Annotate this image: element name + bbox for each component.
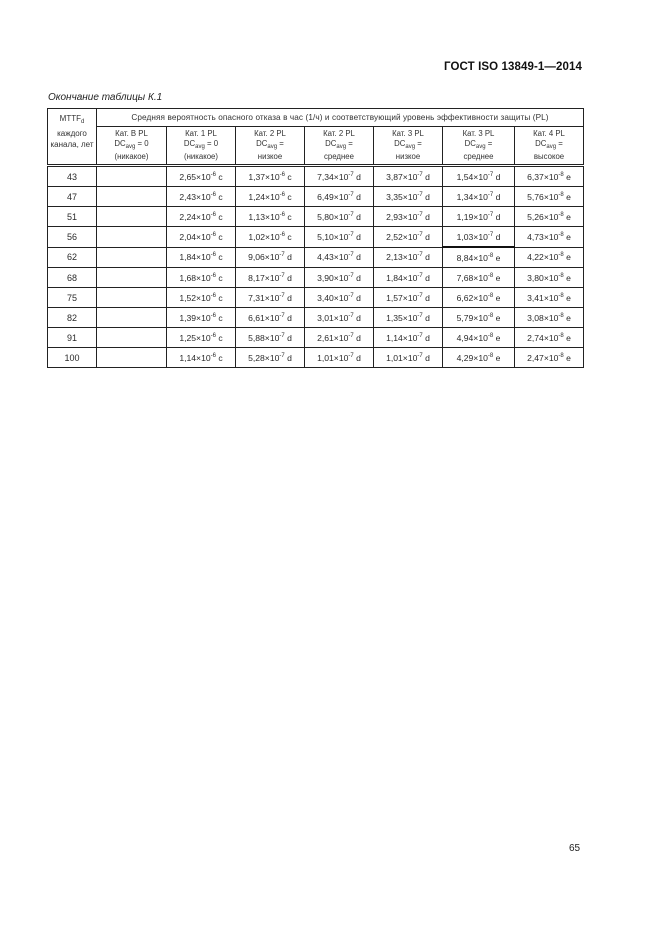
pfh-cell: $1,24\times 10^{-6}$ c [236,187,305,207]
mttf-label: $MTTF_d$ [59,114,85,125]
category-label: Кат. 3 PL [462,129,495,138]
mttf-value: 68 [48,268,97,288]
pfh-cell: $1,84\times 10^{-6}$ c [167,247,236,268]
category-header [443,127,515,166]
pfh-cell: $1,37\times 10^{-6}$ c [236,166,305,187]
pfh-cell: $3,41\times 10^{-8}$ e [515,288,584,308]
pfh-cell: $6,49\times 10^{-7}$ d [305,187,374,207]
pfh-cell: $4,94\times 10^{-8}$ e [443,328,515,348]
table-container [47,108,583,368]
category-header [515,127,584,166]
pfh-cell: $1,01\times 10^{-7}$ d [305,348,374,368]
pfh-cell: $2,47\times 10^{-8}$ e [515,348,584,368]
mttf-value: 75 [48,288,97,308]
dc-label: $DC_{avg} = 0$ [183,139,219,150]
table-row [48,227,584,248]
mttf-column-header [48,109,97,166]
pfh-cell: $1,54\times 10^{-7}$ d [443,166,515,187]
pfh-cell: $4,29\times 10^{-8}$ e [443,348,515,368]
pfh-cell: $4,43\times 10^{-7}$ d [305,247,374,268]
pfh-cell: $2,61\times 10^{-7}$ d [305,328,374,348]
table-row [48,348,584,368]
pfh-cell [97,207,167,227]
header-row-group [48,109,584,127]
probability-table [47,108,584,368]
table-row [48,328,584,348]
category-header [236,127,305,166]
pfh-cell: $2,52\times 10^{-7}$ d [374,227,443,248]
pfh-cell: $1,25\times 10^{-6}$ c [167,328,236,348]
pfh-cell: $1,19\times 10^{-7}$ d [443,207,515,227]
table-row [48,247,584,268]
category-label: Кат. 3 PL [392,129,424,138]
table-row [48,207,584,227]
pfh-cell: $9,06\times 10^{-7}$ d [236,247,305,268]
pfh-cell [97,308,167,328]
table-row [48,288,584,308]
mttf-value: 56 [48,227,97,248]
dc-label: $DC_{avg} = 0$ [114,139,149,150]
pfh-cell: $7,31\times 10^{-7}$ d [236,288,305,308]
dc-label: $DC_{avg}$ = [325,139,353,150]
pfh-cell: $3,90\times 10^{-7}$ d [305,268,374,288]
pfh-cell: $1,14\times 10^{-6}$ c [167,348,236,368]
pfh-cell: $5,80\times 10^{-7}$ d [305,207,374,227]
pfh-cell [97,268,167,288]
group-header: Средняя вероятность опасного отказа в час (1/ч) и соответствующий уровень эффективности защиты (PL) [97,109,584,127]
pfh-cell: $6,62\times 10^{-8}$ e [443,288,515,308]
table-caption: Окончание таблицы К.1 [48,92,163,103]
pfh-cell: $3,08\times 10^{-8}$ e [515,308,584,328]
mttf-value: 51 [48,207,97,227]
category-label: Кат. 1 PL [185,129,217,138]
pfh-cell: $1,52\times 10^{-6}$ c [167,288,236,308]
dc-label: $DC_{avg}$ = [394,139,422,150]
pfh-cell: $7,34\times 10^{-7}$ d [305,166,374,187]
dc-label: $DC_{avg}$ = [464,139,493,150]
mttf-label-rest: каждого канала, лет [50,129,94,149]
pfh-cell: $1,35\times 10^{-7}$ d [374,308,443,328]
mttf-value: 91 [48,328,97,348]
category-label: Кат. В PL [115,129,148,138]
pfh-cell: $5,88\times 10^{-7}$ d [236,328,305,348]
table-row [48,308,584,328]
pfh-cell: $1,03\times 10^{-7}$ d [443,227,515,248]
mttf-value: 82 [48,308,97,328]
coverage-level: высокое [533,152,565,161]
mttf-value: 47 [48,187,97,207]
pfh-cell: $1,57\times 10^{-7}$ d [374,288,443,308]
pfh-cell [97,328,167,348]
pfh-cell: $4,22\times 10^{-8}$ e [515,247,584,268]
pfh-cell: $3,80\times 10^{-8}$ e [515,268,584,288]
mttf-value: 43 [48,166,97,187]
pfh-cell [97,247,167,268]
pfh-cell [97,166,167,187]
coverage-level: низкое [257,152,283,161]
coverage-level: низкое [395,152,421,161]
pfh-cell: $5,10\times 10^{-7}$ d [305,227,374,248]
category-label: Кат. 4 PL [533,129,565,138]
pfh-cell: $1,14\times 10^{-7}$ d [374,328,443,348]
pfh-cell [97,348,167,368]
pfh-cell: $1,02\times 10^{-6}$ c [236,227,305,248]
pfh-cell: $2,13\times 10^{-7}$ d [374,247,443,268]
category-header [97,127,167,166]
pfh-cell: $8,84\times 10^{-8}$ e [443,247,515,268]
pfh-cell [97,227,167,248]
pfh-cell: $3,35\times 10^{-7}$ d [374,187,443,207]
mttf-value: 100 [48,348,97,368]
coverage-level: (никакое) [114,152,149,161]
table-row [48,268,584,288]
page-number: 65 [569,843,581,854]
pfh-cell: $2,43\times 10^{-6}$ c [167,187,236,207]
mttf-value: 62 [48,247,97,268]
dc-label: $DC_{avg}$ = [256,139,284,150]
table-row [48,166,584,187]
pfh-cell: $2,93\times 10^{-7}$ d [374,207,443,227]
pfh-cell: $4,73\times 10^{-8}$ e [515,227,584,248]
pfh-cell: $2,04\times 10^{-6}$ c [167,227,236,248]
table-body [48,166,584,368]
coverage-level: среднее [324,152,354,161]
pfh-cell: $1,01\times 10^{-7}$ d [374,348,443,368]
coverage-level: (никакое) [184,152,218,161]
category-header [167,127,236,166]
pfh-cell: $1,13\times 10^{-6}$ c [236,207,305,227]
dc-label: $DC_{avg}$ = [535,139,563,150]
pfh-cell [97,187,167,207]
pfh-cell: $1,84\times 10^{-7}$ d [374,268,443,288]
pfh-cell: $5,76\times 10^{-8}$ e [515,187,584,207]
category-header [305,127,374,166]
table-row [48,187,584,207]
pfh-cell: $1,68\times 10^{-6}$ c [167,268,236,288]
pfh-cell: $5,28\times 10^{-7}$ d [236,348,305,368]
category-label: Кат. 2 PL [254,129,286,138]
pfh-cell: $5,26\times 10^{-8}$ e [515,207,584,227]
pfh-cell: $2,74\times 10^{-8}$ e [515,328,584,348]
pfh-cell: $2,24\times 10^{-6}$ c [167,207,236,227]
pfh-cell: $3,01\times 10^{-7}$ d [305,308,374,328]
pfh-cell: $8,17\times 10^{-7}$ d [236,268,305,288]
pfh-cell: $6,37\times 10^{-8}$ e [515,166,584,187]
pfh-cell: $6,61\times 10^{-7}$ d [236,308,305,328]
pfh-cell: $1,39\times 10^{-6}$ c [167,308,236,328]
pfh-cell: $1,34\times 10^{-7}$ d [443,187,515,207]
pfh-cell: $5,79\times 10^{-8}$ e [443,308,515,328]
header-row-categories [48,127,584,166]
category-header [374,127,443,166]
coverage-level: среднее [463,152,494,161]
pfh-cell: $7,68\times 10^{-8}$ e [443,268,515,288]
pfh-cell [97,288,167,308]
category-label: Кат. 2 PL [323,129,355,138]
pfh-cell: $3,87\times 10^{-7}$ d [374,166,443,187]
pfh-cell: $2,65\times 10^{-6}$ c [167,166,236,187]
standard-designation: ГОСТ ISO 13849-1—2014 [444,61,582,73]
pfh-cell: $3,40\times 10^{-7}$ d [305,288,374,308]
